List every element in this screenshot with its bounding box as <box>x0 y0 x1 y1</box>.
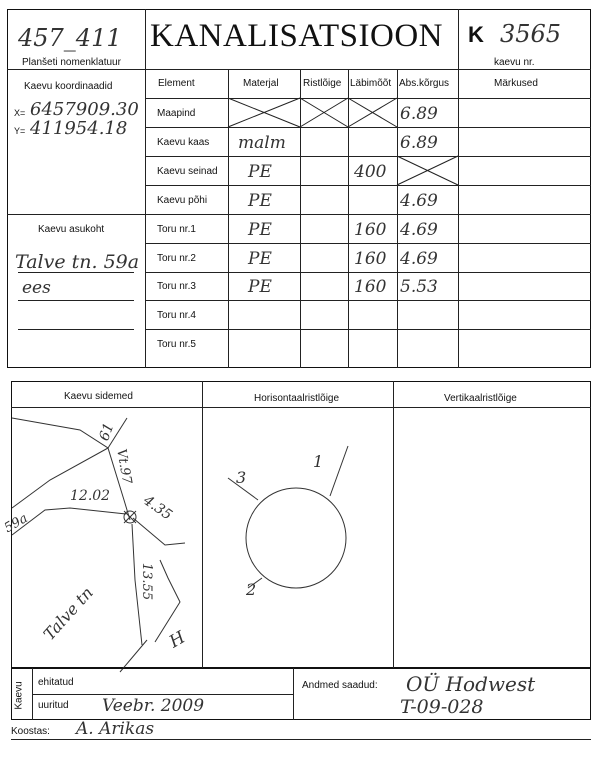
cell-elevation: 4.69 <box>400 220 438 240</box>
col-remarks: Märkused <box>494 78 538 89</box>
y-prefix: Y= <box>14 126 26 136</box>
cell-material: PE <box>248 220 272 240</box>
author-value: A. Arikas <box>76 719 155 739</box>
row-element: Kaevu põhi <box>157 195 208 206</box>
cell-material: PE <box>248 277 272 297</box>
cell-material: PE <box>248 249 272 269</box>
location-line2: ees <box>22 278 51 298</box>
page-title: KANALISATSIOON <box>150 18 443 54</box>
pipe-label-1: 1 <box>313 452 324 471</box>
cell-diameter: 400 <box>354 162 387 182</box>
row-element: Kaevu kaas <box>157 137 210 148</box>
row-element: Maapind <box>157 108 196 119</box>
footer-vertical-label: Kaevu <box>13 681 25 710</box>
col-well-connections: Kaevu sidemed <box>64 391 133 402</box>
sheet-number: 457_411 <box>18 24 122 52</box>
x-prefix: X= <box>14 108 26 118</box>
col-vertical-section: Vertikaalristlõige <box>444 393 517 404</box>
cell-material: malm <box>238 133 286 153</box>
col-diameter: Läbimõõt <box>350 78 392 89</box>
pipe-1-line <box>330 446 348 496</box>
y-value: 411954.18 <box>30 118 128 139</box>
sketch-label-61: 61 <box>96 420 118 444</box>
well-label: kaevu nr. <box>494 57 535 68</box>
location-heading: Kaevu asukoht <box>38 224 105 235</box>
author-label: Koostas: <box>11 726 50 737</box>
location-line1: Talve tn. 59a <box>15 251 140 273</box>
col-horizontal-section: Horisontaalristlõige <box>254 393 340 404</box>
cell-material: PE <box>248 162 272 182</box>
cell-material: PE <box>248 191 272 211</box>
cell-elevation: 5.53 <box>400 277 438 297</box>
sketch-dim-435: 4.35 <box>140 492 175 524</box>
surveyed-value: Veebr. 2009 <box>102 696 205 716</box>
data-source-code: T-09-028 <box>400 696 484 718</box>
cell-diameter: 160 <box>354 220 387 240</box>
row-element: Toru nr.2 <box>157 253 196 264</box>
col-elevation: Abs.kõrgus <box>399 78 450 89</box>
coordinates-heading: Kaevu koordinaadid <box>24 81 113 92</box>
cell-elevation: 4.69 <box>400 191 438 211</box>
pipe-label-2: 2 <box>246 580 257 599</box>
k-letter: K <box>468 22 484 47</box>
col-material: Materjal <box>243 78 279 89</box>
sketch-label-59a: 59a <box>1 510 31 537</box>
sketch-label-97: Vt.97 <box>113 447 135 486</box>
row-element: Toru nr.1 <box>157 224 196 235</box>
cell-elevation: 6.89 <box>400 133 438 153</box>
cell-diameter: 160 <box>354 277 387 297</box>
sheet-label: Planšeti nomenklatuur <box>22 57 121 68</box>
row-element: Kaevu seinad <box>157 166 218 177</box>
horizontal-section-circle <box>246 488 346 588</box>
row-element: Toru nr.5 <box>157 339 196 350</box>
cell-elevation: 6.89 <box>400 104 438 124</box>
data-source-value: OÜ Hodwest <box>406 672 536 696</box>
x-value: 6457909.30 <box>30 99 139 120</box>
row-element: Toru nr.4 <box>157 310 196 321</box>
col-element: Element <box>158 78 195 89</box>
well-number: 3565 <box>500 20 562 48</box>
surveyed-label: uuritud <box>38 700 69 711</box>
row-element: Toru nr.3 <box>157 281 196 292</box>
built-label: ehitatud <box>38 677 74 688</box>
pipe-label-3: 3 <box>236 468 247 487</box>
sketch-dim-1202: 12.02 <box>70 488 111 504</box>
cell-elevation: 4.69 <box>400 249 438 269</box>
sketch-dim-1355: 13.55 <box>139 562 155 601</box>
sketch-letter-h: H <box>165 627 189 653</box>
sketch-street: Talve tn <box>39 583 97 644</box>
col-section: Ristlõige <box>303 78 342 89</box>
data-source-label: Andmed saadud: <box>302 680 378 691</box>
cell-diameter: 160 <box>354 249 387 269</box>
